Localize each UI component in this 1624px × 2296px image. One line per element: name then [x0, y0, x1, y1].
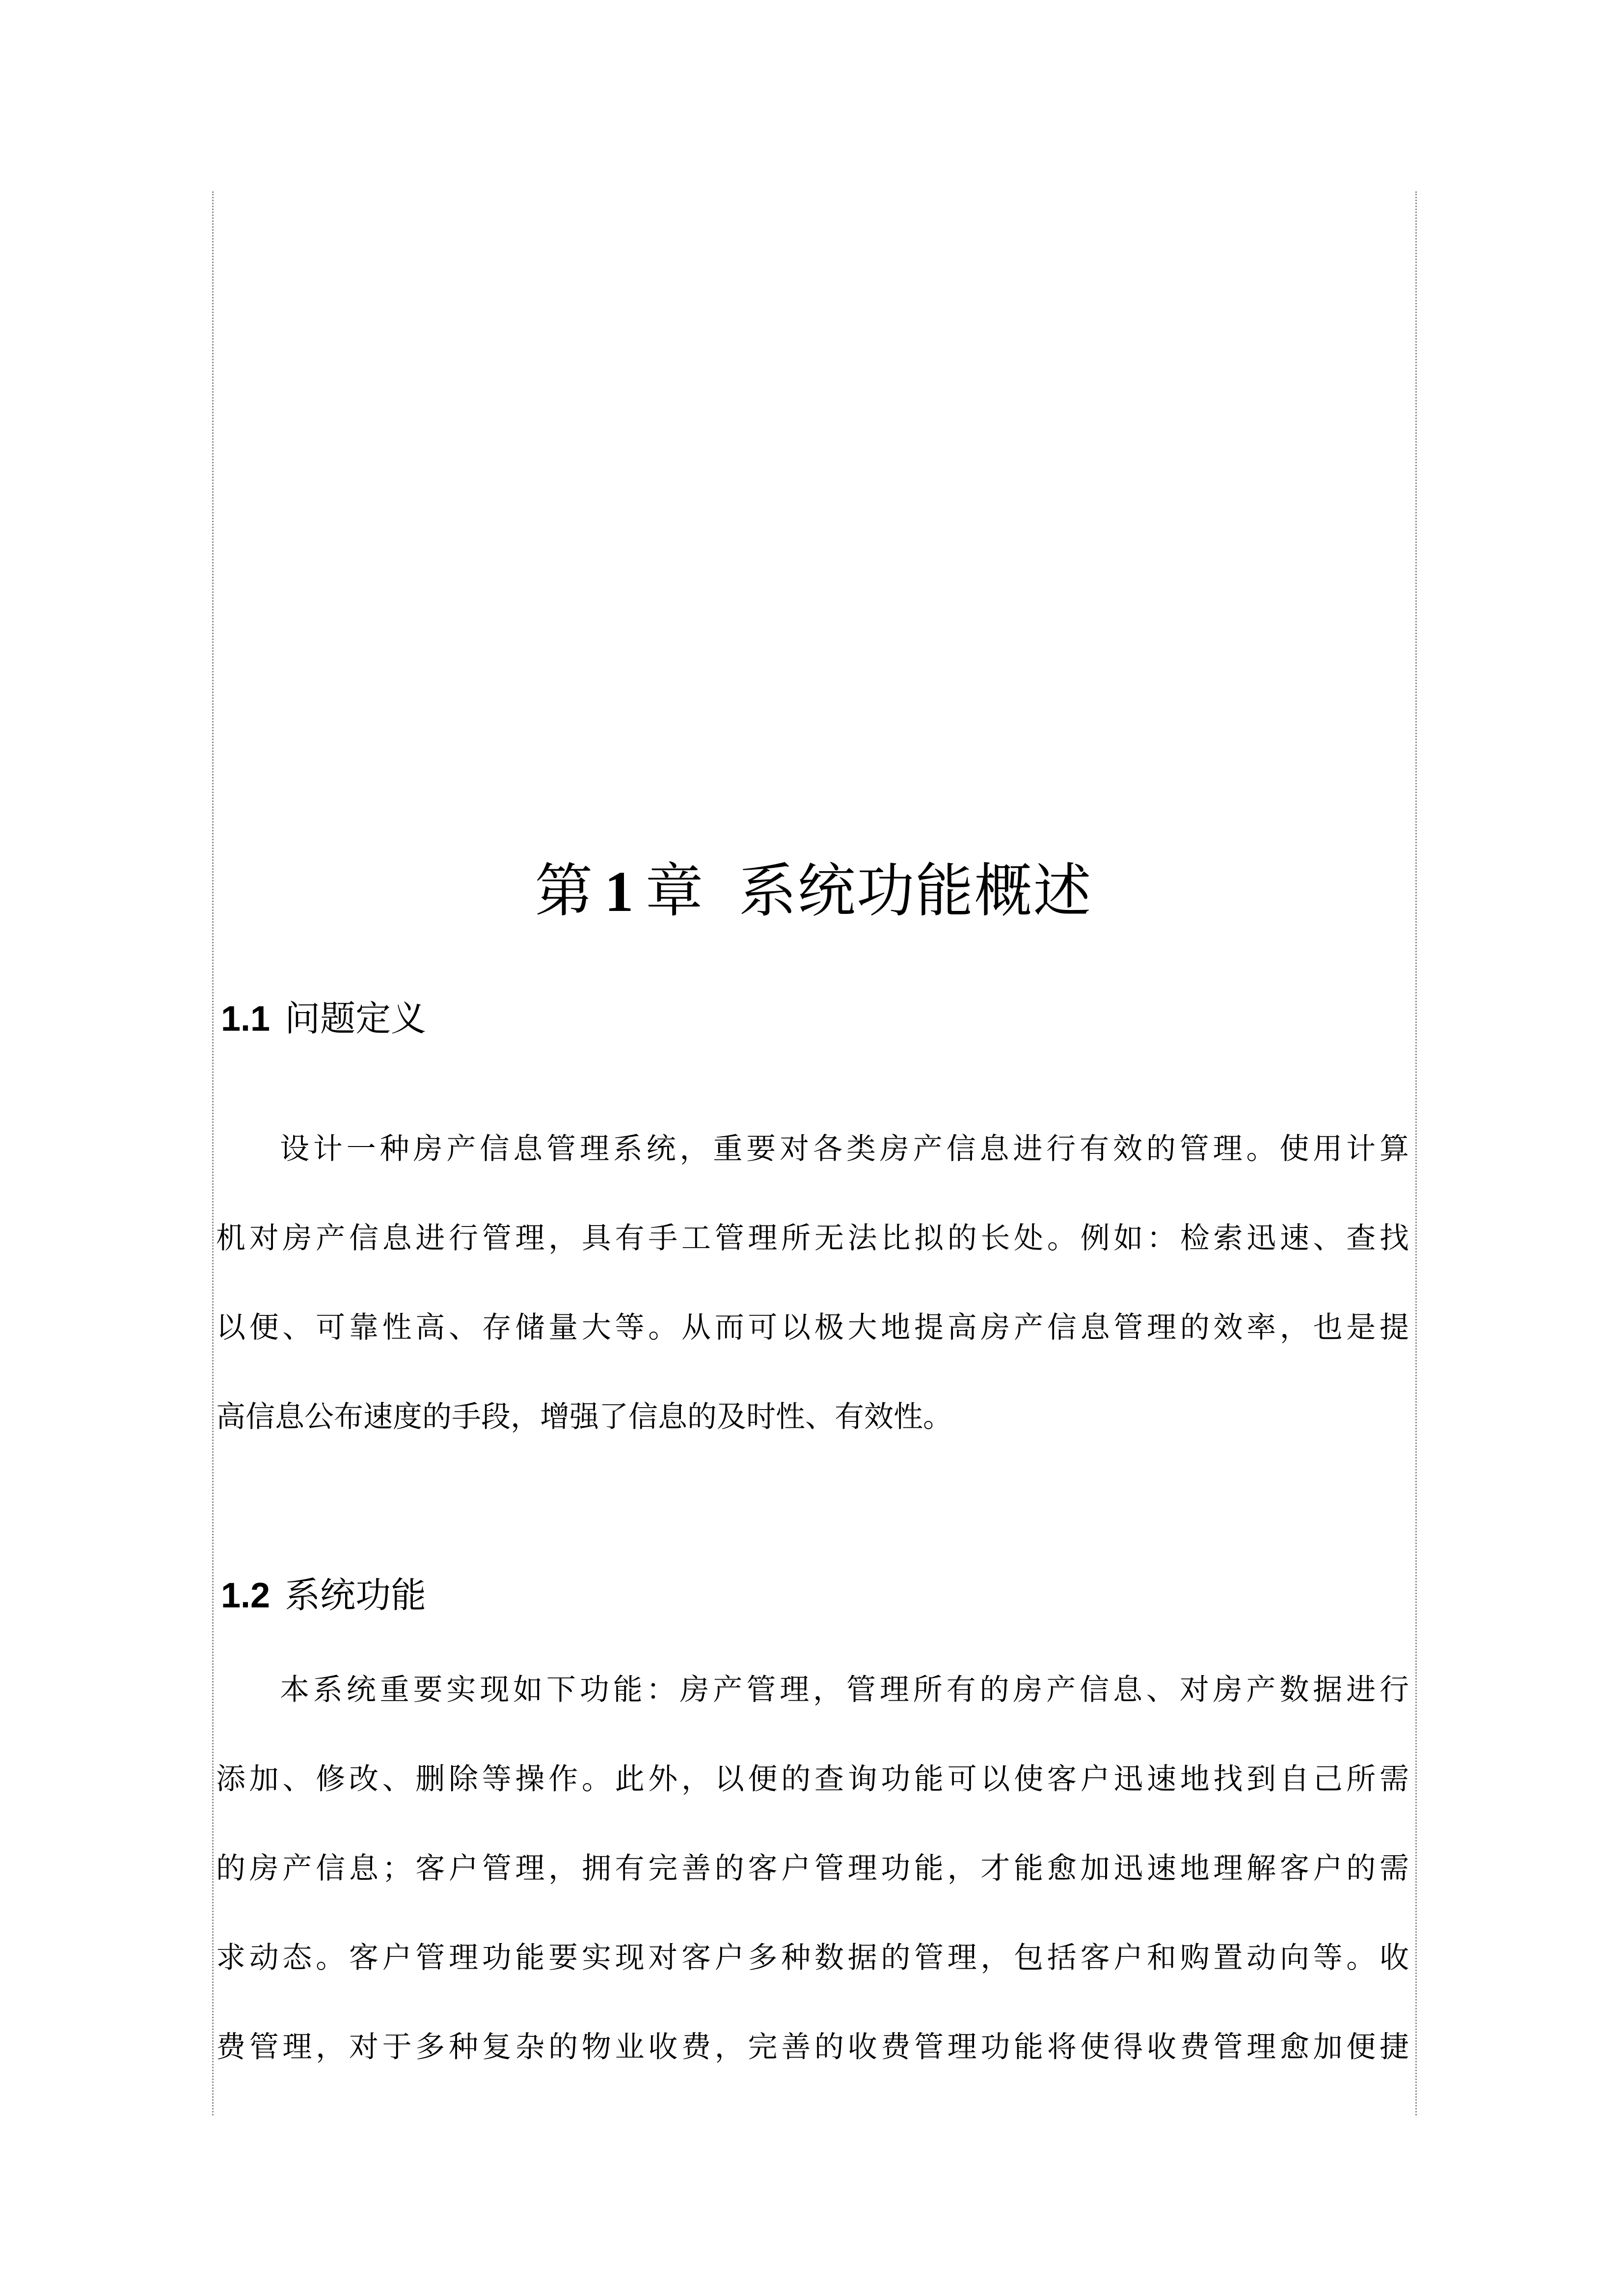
- section-heading-1-1: [221, 994, 426, 1043]
- section-heading-1-2: [221, 1571, 426, 1620]
- paragraph-line: 高信息公布速度的手段，增强了信息的及时性、有效性。: [216, 1400, 952, 1434]
- paragraph-line: 以便、可靠性高、存储量大等。从而可以极大地提高房产信息管理的效率，也是提: [216, 1310, 1409, 1345]
- section-title: 系统功能: [285, 1575, 427, 1616]
- paragraph-system-functions: [216, 1645, 1409, 2092]
- paragraph-line: 的房产信息；客户管理，拥有完善的客户管理功能，才能愈加迅速地理解客户的需: [216, 1851, 1409, 1886]
- paragraph-line: 设计一种房产信息管理系统，重要对各类房产信息进行有效的管理。使用计算: [280, 1132, 1409, 1166]
- section-number: 1.2: [221, 1576, 271, 1615]
- chapter-prefix: 第: [535, 857, 594, 925]
- paragraph-problem-definition: [216, 1104, 1409, 1462]
- paragraph-line: 本系统重要实现如下功能：房产管理，管理所有的房产信息、对房产数据进行: [280, 1673, 1409, 1707]
- chapter-suffix: 章: [645, 857, 704, 925]
- paragraph-line: 费管理，对于多种复杂的物业收费，完善的收费管理功能将使得收费管理愈加便捷: [216, 2030, 1409, 2064]
- section-number: 1.1: [221, 999, 271, 1039]
- chapter-title: [212, 854, 1415, 929]
- paragraph-line: 添加、修改、删除等操作。此外，以便的查询功能可以使客户迅速地找到自己所需: [216, 1762, 1409, 1796]
- chapter-title-text: 系统功能概述: [738, 857, 1092, 925]
- paragraph-line: 求动态。客户管理功能要实现对客户多种数据的管理，包括客户和购置动向等。收: [216, 1941, 1409, 1975]
- chapter-number: 1: [604, 859, 635, 924]
- section-title: 问题定义: [285, 998, 427, 1039]
- paragraph-line: 机对房产信息进行管理，具有手工管理所无法比拟的长处。例如：检索迅速、查找: [216, 1221, 1409, 1255]
